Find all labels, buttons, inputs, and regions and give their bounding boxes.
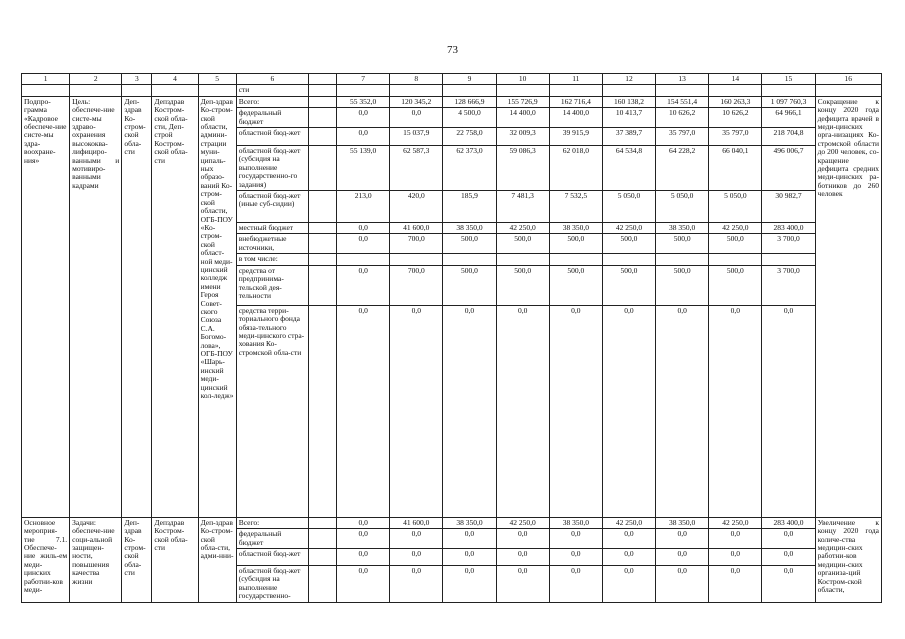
blank-cell	[308, 548, 336, 565]
desc-cell-col1: Подпро-грамма «Кадровое обеспече-ние систе-мы здра-воохране-ния»	[22, 96, 70, 517]
value-cell: 0,0	[602, 529, 655, 549]
value-cell	[496, 254, 549, 265]
value-cell: 213,0	[337, 191, 390, 223]
blank-cell	[308, 529, 336, 549]
value-cell: 0,0	[337, 265, 390, 305]
value-cell: 0,0	[337, 305, 390, 517]
desc-cell-col5: Деп-здрав Ко-стром-ской области, админи-страции муни-ципаль-ных образо-ваний Ко-стром-ской области, ОГБ-ПОУ «Ко-стром-ской област-ной меди-цинский колледж имени Героя Совет-ского Союза С.А. Богомо-лова», ОГБ-ПОУ «Шарь-инский меди-цинский кол-ледж»	[198, 96, 236, 517]
value-cell: 1 097 760,3	[762, 96, 815, 107]
value-cell: 62 373,0	[443, 146, 496, 191]
value-cell: 500,0	[656, 265, 709, 305]
value-cell: 500,0	[443, 234, 496, 254]
value-cell	[390, 254, 443, 265]
value-cell: 41 600,0	[390, 223, 443, 234]
continuation-text: сти	[236, 85, 308, 96]
value-cell	[337, 254, 390, 265]
header-cell: 2	[70, 74, 122, 85]
value-cell: 0,0	[443, 305, 496, 517]
value-cell: 0,0	[337, 565, 390, 602]
funding-source-label: областной бюд-жет	[236, 128, 308, 146]
value-cell: 154 551,4	[656, 96, 709, 107]
value-cell: 218 704,8	[762, 128, 815, 146]
continuation-row	[22, 85, 882, 96]
value-cell: 500,0	[656, 234, 709, 254]
value-cell: 0,0	[602, 565, 655, 602]
value-cell: 38 350,0	[443, 223, 496, 234]
value-cell: 5 050,0	[602, 191, 655, 223]
desc-cell-col2: Задачи: обеспече-ние соци-альной защищен-ности, повышения качества жизни	[70, 517, 122, 602]
value-cell: 14 400,0	[549, 108, 602, 128]
value-cell: 500,0	[709, 234, 762, 254]
value-cell: 0,0	[602, 305, 655, 517]
blank-cell	[308, 305, 336, 517]
funding-source-label: федеральный бюджет	[236, 108, 308, 128]
funding-source-label: местный бюджет	[236, 223, 308, 234]
value-cell: 0,0	[656, 548, 709, 565]
value-cell: 10 626,2	[709, 108, 762, 128]
funding-source-label: внебюджетные источники,	[236, 234, 308, 254]
value-cell	[709, 254, 762, 265]
value-cell	[602, 254, 655, 265]
value-cell: 0,0	[337, 548, 390, 565]
value-cell: 0,0	[709, 548, 762, 565]
value-cell: 0,0	[762, 565, 815, 602]
value-cell: 62 587,3	[390, 146, 443, 191]
value-cell: 0,0	[337, 223, 390, 234]
value-cell	[443, 254, 496, 265]
blank-cell	[308, 565, 336, 602]
value-cell: 0,0	[549, 529, 602, 549]
value-cell: 0,0	[656, 529, 709, 549]
blank-cell	[308, 223, 336, 234]
funding-source-label: федеральный бюджет	[236, 529, 308, 549]
value-cell: 0,0	[549, 305, 602, 517]
header-cell: 3	[122, 74, 152, 85]
funding-source-label: средства терри-ториального фонда обяза-тельного меди-цинского стра-хования Ко-стромской обла-сти	[236, 305, 308, 517]
header-cell: 6	[236, 74, 308, 85]
blank-cell	[308, 191, 336, 223]
value-cell: 500,0	[549, 265, 602, 305]
value-cell: 0,0	[709, 565, 762, 602]
value-cell: 283 400,0	[762, 517, 815, 528]
value-cell	[656, 254, 709, 265]
value-cell: 42 250,0	[602, 223, 655, 234]
value-cell: 0,0	[762, 529, 815, 549]
value-cell: 0,0	[496, 548, 549, 565]
blank-cell	[308, 128, 336, 146]
value-cell: 42 250,0	[602, 517, 655, 528]
value-cell: 160 138,2	[602, 96, 655, 107]
value-cell: 0,0	[496, 305, 549, 517]
header-cell: 15	[762, 74, 815, 85]
value-cell: 7 481,3	[496, 191, 549, 223]
value-cell: 42 250,0	[709, 223, 762, 234]
blank-cell	[308, 517, 336, 528]
value-cell: 500,0	[496, 265, 549, 305]
value-cell: 128 666,9	[443, 96, 496, 107]
value-cell: 496 006,7	[762, 146, 815, 191]
header-cell: 13	[656, 74, 709, 85]
value-cell: 39 915,9	[549, 128, 602, 146]
value-cell: 38 350,0	[549, 223, 602, 234]
page-number: 73	[447, 44, 458, 56]
desc-cell-col5: Деп-здрав Ко-стром-ской обла-сти, адми-нни-	[198, 517, 236, 602]
value-cell: 7 532,5	[549, 191, 602, 223]
value-cell: 0,0	[762, 548, 815, 565]
value-cell: 0,0	[443, 529, 496, 549]
value-cell: 35 797,0	[709, 128, 762, 146]
value-cell: 10 413,7	[602, 108, 655, 128]
value-cell: 155 726,9	[496, 96, 549, 107]
value-cell: 38 350,0	[443, 517, 496, 528]
funding-source-label: областной бюд-жет	[236, 548, 308, 565]
value-cell: 14 400,0	[496, 108, 549, 128]
header-cell: 7	[337, 74, 390, 85]
value-cell: 0,0	[337, 517, 390, 528]
value-cell: 162 716,4	[549, 96, 602, 107]
value-cell: 0,0	[443, 565, 496, 602]
value-cell: 38 350,0	[656, 223, 709, 234]
funding-source-label: областной бюд-жет (иные суб-сидии)	[236, 191, 308, 223]
funding-source-label: областной бюд-жет (субсидия на выполнение государственно-го задания)	[236, 146, 308, 191]
desc-cell-col4: Депздрав Костром-ской обла-сти	[152, 517, 198, 602]
value-cell: 0,0	[337, 108, 390, 128]
value-cell: 700,0	[390, 265, 443, 305]
blank-cell	[308, 108, 336, 128]
table-row	[22, 517, 882, 528]
funding-source-label: в том числе:	[236, 254, 308, 265]
desc-cell-col3: Деп-здрав Ко-стром-ской обла-сти	[122, 517, 152, 602]
value-cell: 0,0	[656, 565, 709, 602]
header-cell: 8	[390, 74, 443, 85]
value-cell: 500,0	[602, 234, 655, 254]
value-cell: 5 050,0	[656, 191, 709, 223]
value-cell: 64 966,1	[762, 108, 815, 128]
blank-cell	[308, 96, 336, 107]
value-cell: 283 400,0	[762, 223, 815, 234]
desc-cell-col1: Основное мероприя-тие 7.1. Обеспече-ние жиль-ем меди-цинских работни-ков меди-	[22, 517, 70, 602]
value-cell: 38 350,0	[656, 517, 709, 528]
value-cell: 3 700,0	[762, 234, 815, 254]
funding-source-label: областной бюд-жет (субсидия на выполнение государственно-	[236, 565, 308, 602]
desc-cell-col4: Депздрав Костром-ской обла-сти, Деп-строй Костром-ской обла-сти	[152, 96, 198, 517]
header-cell: 5	[198, 74, 236, 85]
header-cell: 14	[709, 74, 762, 85]
value-cell: 185,9	[443, 191, 496, 223]
value-cell: 37 389,7	[602, 128, 655, 146]
header-cell: 9	[443, 74, 496, 85]
funding-source-label: средства от предпринима-тельской дея-тельности	[236, 265, 308, 305]
value-cell: 0,0	[390, 529, 443, 549]
value-cell: 41 600,0	[390, 517, 443, 528]
value-cell: 0,0	[762, 305, 815, 517]
value-cell: 42 250,0	[496, 517, 549, 528]
blank-cell	[308, 265, 336, 305]
value-cell: 500,0	[709, 265, 762, 305]
value-cell: 64 534,8	[602, 146, 655, 191]
value-cell: 64 228,2	[656, 146, 709, 191]
value-cell: 4 500,0	[443, 108, 496, 128]
value-cell: 700,0	[390, 234, 443, 254]
value-cell: 160 263,3	[709, 96, 762, 107]
header-cell: 11	[549, 74, 602, 85]
value-cell: 55 352,0	[337, 96, 390, 107]
funding-source-label: Всего:	[236, 96, 308, 107]
value-cell: 0,0	[496, 565, 549, 602]
value-cell: 0,0	[549, 565, 602, 602]
value-cell: 10 626,2	[656, 108, 709, 128]
value-cell: 0,0	[390, 565, 443, 602]
value-cell: 0,0	[709, 305, 762, 517]
value-cell: 500,0	[602, 265, 655, 305]
desc-cell-col2: Цель: обеспече-ние систе-мы здраво-охранения высококва-лифициро-ванными и мотивиро-ванными кадрами	[70, 96, 122, 517]
header-cell: 16	[815, 74, 881, 85]
budget-table	[21, 73, 882, 603]
value-cell: 59 086,3	[496, 146, 549, 191]
header-cell: 12	[602, 74, 655, 85]
value-cell: 0,0	[390, 548, 443, 565]
value-cell: 0,0	[390, 305, 443, 517]
header-cell: 1	[22, 74, 70, 85]
value-cell: 62 018,0	[549, 146, 602, 191]
value-cell: 0,0	[337, 128, 390, 146]
value-cell: 66 040,1	[709, 146, 762, 191]
value-cell	[549, 254, 602, 265]
value-cell: 42 250,0	[496, 223, 549, 234]
value-cell: 0,0	[496, 529, 549, 549]
value-cell: 0,0	[390, 108, 443, 128]
value-cell: 0,0	[549, 548, 602, 565]
desc-cell-col3: Деп-здрав Ко-стром-ской обла-сти	[122, 96, 152, 517]
header-cell: 10	[496, 74, 549, 85]
value-cell: 500,0	[549, 234, 602, 254]
value-cell: 0,0	[602, 548, 655, 565]
blank-cell	[308, 254, 336, 265]
value-cell	[762, 254, 815, 265]
header-cell: 4	[152, 74, 198, 85]
value-cell: 30 982,7	[762, 191, 815, 223]
value-cell: 0,0	[709, 529, 762, 549]
value-cell: 500,0	[496, 234, 549, 254]
value-cell: 0,0	[443, 548, 496, 565]
value-cell: 0,0	[337, 529, 390, 549]
value-cell: 0,0	[337, 234, 390, 254]
value-cell: 0,0	[656, 305, 709, 517]
value-cell: 500,0	[443, 265, 496, 305]
value-cell: 22 758,0	[443, 128, 496, 146]
value-cell: 3 700,0	[762, 265, 815, 305]
value-cell: 15 037,9	[390, 128, 443, 146]
value-cell: 38 350,0	[549, 517, 602, 528]
expected-result-cell: Сокращение к концу 2020 года дефицита врачей в меди-цинских орга-низациях Ко-стромской области до 200 человек, со-кращение дефицита средних меди-цинских ра-ботников до 260 человек	[815, 96, 881, 517]
expected-result-cell: Увеличение к концу 2020 года количе-ства медицин-ских работни-ков медицин-ских организа-ций Костром-ской области,	[815, 517, 881, 602]
blank-cell	[308, 146, 336, 191]
value-cell: 120 345,2	[390, 96, 443, 107]
value-cell: 5 050,0	[709, 191, 762, 223]
header-cell	[308, 74, 336, 85]
blank-cell	[308, 234, 336, 254]
value-cell: 42 250,0	[709, 517, 762, 528]
header-row	[22, 74, 882, 85]
table-row	[22, 96, 882, 107]
value-cell: 55 139,0	[337, 146, 390, 191]
value-cell: 420,0	[390, 191, 443, 223]
funding-source-label: Всего:	[236, 517, 308, 528]
value-cell: 35 797,0	[656, 128, 709, 146]
value-cell: 32 009,3	[496, 128, 549, 146]
